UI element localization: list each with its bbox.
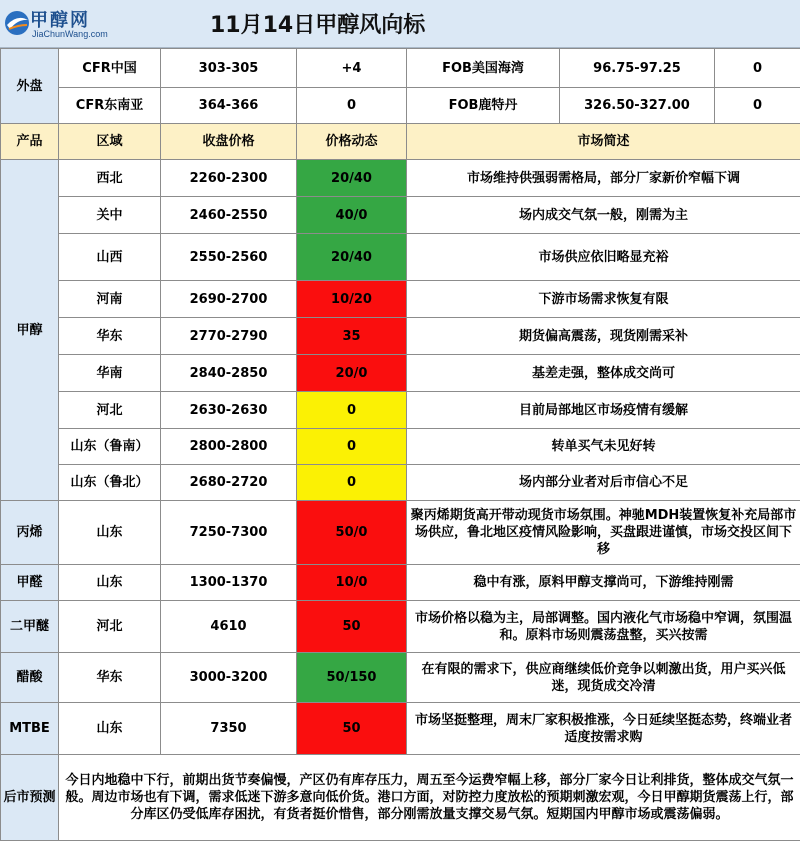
region-cell: 华东 bbox=[59, 653, 161, 703]
price-cell: 7350 bbox=[161, 703, 297, 755]
summary-cell: 转单买气未见好转 bbox=[407, 429, 800, 465]
globe-icon bbox=[4, 10, 30, 36]
summary-cell: 在有限的需求下，供应商继续低价竞争以刺激出货，用户买兴低迷，现货成交冷清 bbox=[407, 653, 800, 703]
change-cell: 0 bbox=[297, 392, 407, 429]
change-cell: 50/0 bbox=[297, 501, 407, 565]
change-cell: 40/0 bbox=[297, 197, 407, 234]
column-header-product: 产品 bbox=[1, 124, 59, 160]
logo-url: JiaChunWang.com bbox=[32, 29, 108, 39]
product-label: 甲醛 bbox=[1, 565, 59, 601]
change-cell: 0 bbox=[297, 429, 407, 465]
external-row bbox=[1, 49, 800, 88]
summary-cell: 场内部分业者对后市信心不足 bbox=[407, 465, 800, 501]
product-label: 醋酸 bbox=[1, 653, 59, 703]
change-cell: 50 bbox=[297, 601, 407, 653]
methanol-row bbox=[1, 429, 800, 465]
column-header-change: 价格动态 bbox=[297, 124, 407, 160]
summary-cell: 基差走强，整体成交尚可 bbox=[407, 355, 800, 392]
price-cell: 4610 bbox=[161, 601, 297, 653]
external-price: 326.50-327.00 bbox=[560, 88, 715, 124]
methanol-label: 甲醇 bbox=[1, 160, 59, 501]
external-change: 0 bbox=[715, 49, 800, 88]
methanol-row bbox=[1, 281, 800, 318]
region-cell: 河北 bbox=[59, 392, 161, 429]
product-label: 二甲醚 bbox=[1, 601, 59, 653]
region-cell: 河南 bbox=[59, 281, 161, 318]
region-cell: 山东 bbox=[59, 703, 161, 755]
summary-cell: 市场价格以稳为主，局部调整。国内液化气市场稳中窄调，氛围温和。原料市场则震荡盘整，买兴按需 bbox=[407, 601, 800, 653]
external-price: 303-305 bbox=[161, 49, 297, 88]
column-header-summary: 市场简述 bbox=[407, 124, 800, 160]
price-cell: 2840-2850 bbox=[161, 355, 297, 392]
methanol-row bbox=[1, 234, 800, 281]
price-cell: 2800-2800 bbox=[161, 429, 297, 465]
column-header-price: 收盘价格 bbox=[161, 124, 297, 160]
methanol-row bbox=[1, 197, 800, 234]
price-cell: 2460-2550 bbox=[161, 197, 297, 234]
report-header bbox=[0, 0, 800, 48]
product-row bbox=[1, 501, 800, 565]
summary-cell: 稳中有涨，原料甲醇支撑尚可，下游维持刚需 bbox=[407, 565, 800, 601]
summary-cell: 市场坚挺整理，周末厂家积极推涨，今日延续坚挺态势，终端业者适度按需求购 bbox=[407, 703, 800, 755]
forecast-row bbox=[1, 755, 800, 841]
summary-cell: 市场供应依旧略显充裕 bbox=[407, 234, 800, 281]
change-cell: 35 bbox=[297, 318, 407, 355]
methanol-row bbox=[1, 318, 800, 355]
external-change: 0 bbox=[715, 88, 800, 124]
forecast-label: 后市预测 bbox=[1, 755, 59, 841]
price-cell: 2770-2790 bbox=[161, 318, 297, 355]
forecast-text: 今日内地稳中下行，前期出货节奏偏慢，产区仍有库存压力，周五至今运费窄幅上移，部分厂家今日让利排货，整体成交气氛一般。周边市场也有下调，需求低迷下游多意向低价货。港口方面，对防控力度放松的预期刺激宏观，今日甲醇期货震荡上行，部分库区仍受低库存困扰，有货者挺价惜售，部分刚需放量支撑交易气氛。短期国内甲醇市场或震荡偏弱。 bbox=[59, 755, 800, 841]
external-change: +4 bbox=[297, 49, 407, 88]
region-cell: 华东 bbox=[59, 318, 161, 355]
price-cell: 2630-2630 bbox=[161, 392, 297, 429]
summary-cell: 下游市场需求恢复有限 bbox=[407, 281, 800, 318]
region-cell: 山西 bbox=[59, 234, 161, 281]
summary-cell: 目前局部地区市场疫情有缓解 bbox=[407, 392, 800, 429]
product-row bbox=[1, 653, 800, 703]
summary-cell: 聚丙烯期货高开带动现货市场氛围。神驰MDH装置恢复补充局部市场供应，鲁北地区疫情风险影响，买盘跟进谨慎，市场交投区间下移 bbox=[407, 501, 800, 565]
change-cell: 20/40 bbox=[297, 234, 407, 281]
external-name: FOB美国海湾 bbox=[407, 49, 560, 88]
change-cell: 20/0 bbox=[297, 355, 407, 392]
region-cell: 华南 bbox=[59, 355, 161, 392]
external-label: 外盘 bbox=[1, 49, 59, 124]
column-header-region: 区域 bbox=[59, 124, 161, 160]
product-row bbox=[1, 601, 800, 653]
price-cell: 2550-2560 bbox=[161, 234, 297, 281]
change-cell: 20/40 bbox=[297, 160, 407, 197]
external-price: 364-366 bbox=[161, 88, 297, 124]
region-cell: 山东 bbox=[59, 501, 161, 565]
external-name: FOB鹿特丹 bbox=[407, 88, 560, 124]
product-row bbox=[1, 565, 800, 601]
region-cell: 关中 bbox=[59, 197, 161, 234]
page-title: 11月14日甲醇风向标 bbox=[210, 8, 425, 39]
change-cell: 50 bbox=[297, 703, 407, 755]
external-name: CFR东南亚 bbox=[59, 88, 161, 124]
summary-cell: 场内成交气氛一般，刚需为主 bbox=[407, 197, 800, 234]
summary-cell: 期货偏高震荡，现货刚需采补 bbox=[407, 318, 800, 355]
logo-text: 甲醇网 bbox=[30, 6, 90, 32]
external-price: 96.75-97.25 bbox=[560, 49, 715, 88]
product-label: 丙烯 bbox=[1, 501, 59, 565]
price-cell: 3000-3200 bbox=[161, 653, 297, 703]
methanol-row bbox=[1, 160, 800, 197]
site-logo[interactable] bbox=[4, 4, 124, 44]
region-cell: 山东（鲁南） bbox=[59, 429, 161, 465]
change-cell: 10/0 bbox=[297, 565, 407, 601]
external-change: 0 bbox=[297, 88, 407, 124]
external-row bbox=[1, 88, 800, 124]
price-cell: 7250-7300 bbox=[161, 501, 297, 565]
methanol-row bbox=[1, 355, 800, 392]
external-name: CFR中国 bbox=[59, 49, 161, 88]
methanol-row bbox=[1, 392, 800, 429]
region-cell: 西北 bbox=[59, 160, 161, 197]
price-cell: 2680-2720 bbox=[161, 465, 297, 501]
methanol-row bbox=[1, 465, 800, 501]
price-cell: 2690-2700 bbox=[161, 281, 297, 318]
region-cell: 山东 bbox=[59, 565, 161, 601]
summary-cell: 市场维持供强弱需格局，部分厂家新价窄幅下调 bbox=[407, 160, 800, 197]
change-cell: 50/150 bbox=[297, 653, 407, 703]
region-cell: 山东（鲁北） bbox=[59, 465, 161, 501]
region-cell: 河北 bbox=[59, 601, 161, 653]
column-header-row bbox=[1, 124, 800, 160]
change-cell: 10/20 bbox=[297, 281, 407, 318]
product-label: MTBE bbox=[1, 703, 59, 755]
product-row bbox=[1, 703, 800, 755]
change-cell: 0 bbox=[297, 465, 407, 501]
price-cell: 2260-2300 bbox=[161, 160, 297, 197]
price-table bbox=[0, 48, 800, 841]
price-cell: 1300-1370 bbox=[161, 565, 297, 601]
